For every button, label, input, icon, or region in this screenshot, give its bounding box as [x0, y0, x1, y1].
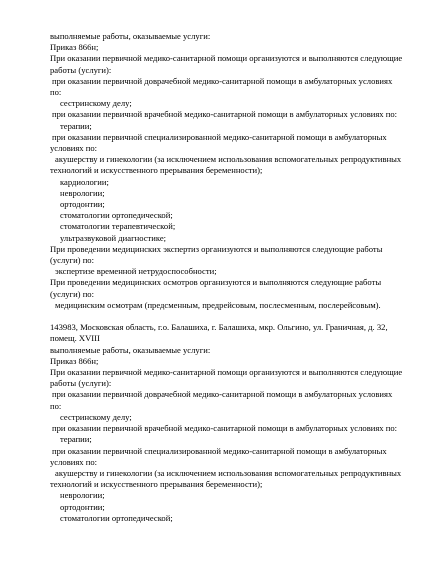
block-separator — [50, 311, 412, 322]
text-line: при оказании первичной специализированной медико-санитарной помощи в амбулаторных — [52, 445, 387, 456]
text-line: стоматологии ортопедической; — [60, 512, 173, 523]
text-line: стоматологии терапевтической; — [60, 221, 176, 232]
text-line: При оказании первичной медико-санитарной помощи организуются и выполняются следующие — [50, 367, 403, 378]
text-line: при оказании первичной доврачебной медико-санитарной помощи в амбулаторных условиях — [52, 75, 393, 86]
text-line: акушерству и гинекологии (за исключением использования вспомогательных репродуктивных — [55, 467, 402, 478]
text-line: выполняемые работы, оказываемые услуги: — [50, 344, 211, 355]
text-line: Приказ 866н; — [50, 355, 99, 366]
text-line: технологий и искусственного прерывания беременности); — [50, 165, 263, 176]
text-line: (услуги) по: — [50, 288, 94, 299]
text-line: условиях по: — [50, 143, 98, 154]
text-line: при оказании первичной доврачебной медико-санитарной помощи в амбулаторных условиях — [52, 389, 393, 400]
text-line: неврологии; — [60, 490, 105, 501]
text-line: экспертизе временной нетрудоспособности; — [55, 266, 217, 277]
license-address-block-2 — [50, 322, 412, 524]
text-line: работы (услуги): — [50, 378, 112, 389]
text-line: по: — [50, 87, 62, 98]
text-line: При проведении медицинских осмотров организуются и выполняются следующие работы — [50, 277, 382, 288]
text-line: сестринскому делу; — [60, 98, 132, 109]
text-line: по: — [50, 400, 62, 411]
text-line: неврологии; — [60, 187, 105, 198]
text-line: условиях по: — [50, 456, 98, 467]
text-line: технологий и искусственного прерывания беременности); — [50, 479, 263, 490]
text-line: ортодонтии; — [60, 501, 105, 512]
text-line: стоматологии ортопедической; — [60, 210, 173, 221]
text-line: (услуги) по: — [50, 255, 94, 266]
text-line: выполняемые работы, оказываемые услуги: — [50, 31, 211, 41]
text-line: работы (услуги): — [50, 64, 112, 75]
text-line: помещ. XVIII — [50, 333, 100, 344]
text-line: При проведении медицинских экспертиз организуются и выполняются следующие работы — [50, 243, 383, 254]
text-line: ультразвуковой диагностике; — [60, 232, 167, 243]
text-line: медицинским осмотрам (предсменным, предрейсовым, послесменным, послерейсовым). — [55, 299, 381, 310]
text-line: терапии; — [60, 120, 92, 131]
text-line: при оказании первичной врачебной медико-санитарной помощи в амбулаторных условиях по: — [52, 423, 398, 434]
text-line: терапии; — [60, 434, 92, 445]
text-line: акушерству и гинекологии (за исключением использования вспомогательных репродуктивных — [55, 154, 402, 165]
text-line: Приказ 866н; — [50, 42, 99, 53]
text-line: сестринскому делу; — [60, 411, 132, 422]
text-line: при оказании первичной специализированной медико-санитарной помощи в амбулаторных — [52, 131, 387, 142]
license-address-block-1 — [50, 31, 412, 311]
text-line: при оказании первичной врачебной медико-санитарной помощи в амбулаторных условиях по: — [52, 109, 398, 120]
text-line: кардиологии; — [60, 176, 109, 187]
text-line: ортодонтии; — [60, 199, 105, 210]
text-line: 143983, Московская область, г.о. Балашиха, г. Балашиха, мкр. Ольгино, ул. Граничная, д. 32, — [50, 322, 388, 333]
text-line: При оказании первичной медико-санитарной помощи организуются и выполняются следующие — [50, 53, 403, 64]
